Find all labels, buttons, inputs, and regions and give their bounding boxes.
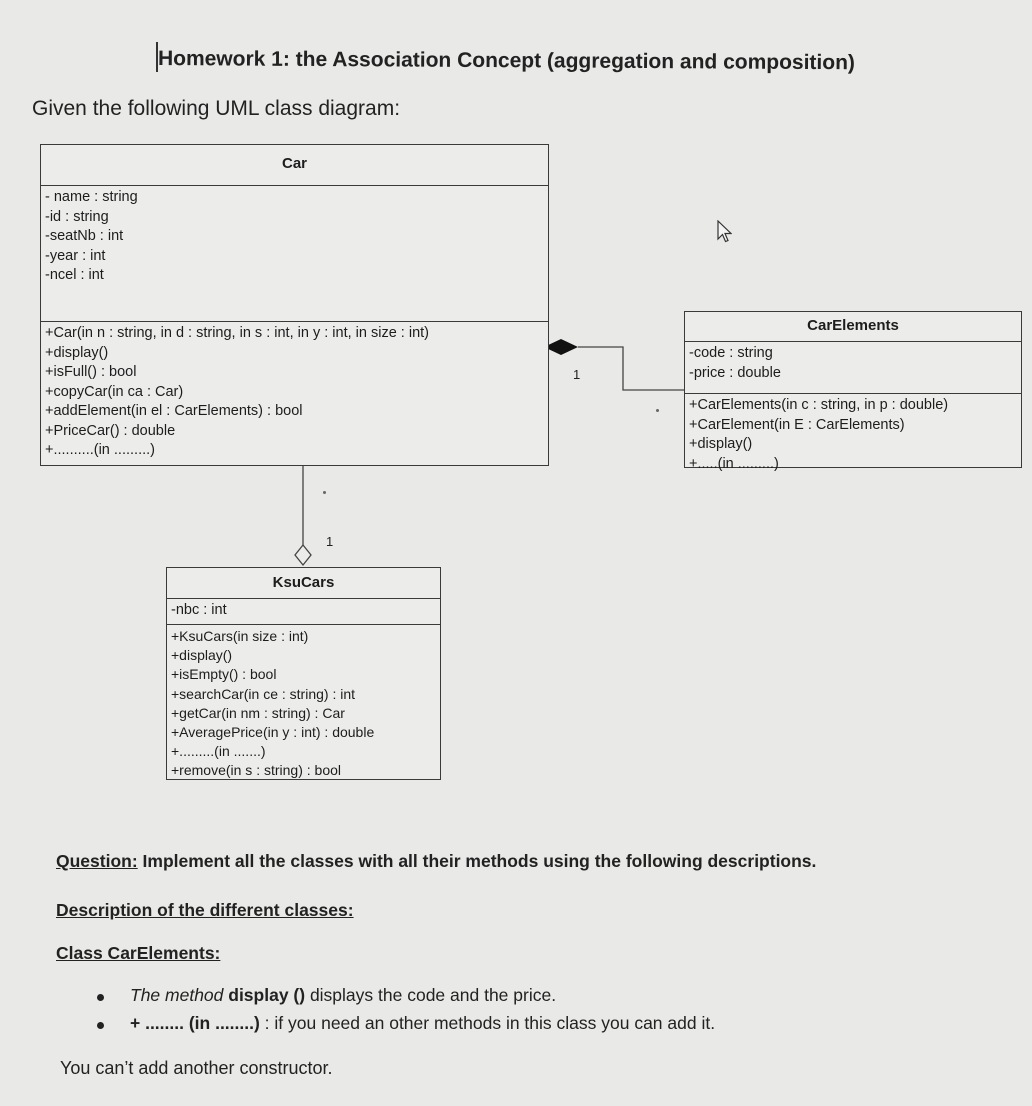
- uml-class-carelements: [684, 311, 1022, 472]
- uml-class-ksucars: [166, 567, 441, 780]
- bullet-dot: [97, 1022, 104, 1029]
- class-attributes: [685, 341, 1021, 393]
- method: +.....(in .........): [689, 455, 779, 472]
- question-label: Question:: [56, 851, 138, 871]
- class-attributes: [41, 185, 548, 321]
- method: +isFull() : bool: [45, 364, 137, 380]
- method: +Car(in n : string, in d : string, in s : int, in y : int, in size : int): [45, 325, 429, 341]
- method: +display(): [171, 647, 233, 664]
- composition-diamond: [544, 339, 578, 355]
- bullet-rest: : if you need an other methods in this class you can add it.: [259, 1013, 716, 1033]
- bullet-bold: display (): [228, 985, 306, 1005]
- question-line: [56, 851, 816, 872]
- attribute: -nbc : int: [171, 602, 227, 618]
- composition-line: [578, 347, 684, 390]
- method: +isEmpty() : bool: [171, 666, 277, 683]
- method: +display(): [689, 436, 753, 452]
- attribute: -seatNb : int: [45, 228, 124, 244]
- method: +searchCar(in ce : string) : int: [171, 685, 356, 702]
- aggregation-diamond: [295, 545, 311, 565]
- attribute: -year : int: [45, 247, 106, 264]
- attribute: -ncel : int: [45, 267, 104, 283]
- bullet-bold: + ........ (in ........): [130, 1013, 260, 1033]
- method: +PriceCar() : double: [45, 422, 176, 439]
- method: +getCar(in nm : string) : Car: [171, 704, 345, 721]
- method: +addElement(in el : CarElements) : bool: [45, 403, 303, 419]
- constructor-note: You can’t add another constructor.: [60, 1058, 333, 1078]
- method: +CarElements(in c : string, in p : double): [689, 397, 949, 413]
- method: +..........(in .........): [45, 442, 155, 458]
- method: +copyCar(in ca : Car): [45, 383, 184, 400]
- method: +CarElement(in E : CarElements): [689, 416, 905, 433]
- composition-multiplicity: 1: [573, 367, 581, 382]
- class-name: Car: [281, 155, 307, 172]
- class-attributes: [167, 598, 440, 624]
- class-name: KsuCars: [272, 574, 335, 591]
- question-text: Implement all the classes with all their methods using the following descriptions.: [137, 851, 817, 871]
- class-methods: [167, 624, 440, 783]
- aggregation-multiplicity: 1: [326, 534, 334, 549]
- method: +.........(in .......): [171, 743, 266, 760]
- method: +KsuCars(in size : int): [171, 628, 309, 644]
- scan-speck: [323, 491, 326, 494]
- class-methods: [685, 393, 1021, 476]
- attribute: -code : string: [689, 345, 773, 361]
- method: +AveragePrice(in y : int) : double: [171, 724, 375, 741]
- bullet-item: [130, 1013, 715, 1034]
- class-name: CarElements: [807, 317, 899, 334]
- mouse-pointer-icon: [716, 220, 732, 244]
- bullet-rest: displays the code and the price.: [305, 985, 557, 1005]
- page-title: Homework 1: the Association Concept (aggregation and composition): [157, 47, 856, 75]
- scan-speck: [656, 409, 659, 412]
- attribute: - name : string: [45, 189, 138, 205]
- attribute: -id : string: [45, 208, 109, 225]
- bullet-item: [130, 985, 556, 1006]
- description-heading: Description of the different classes:: [56, 900, 354, 920]
- method: +remove(in s : string) : bool: [171, 762, 342, 779]
- bullet-dot: [97, 994, 104, 1001]
- intro-text: Given the following UML class diagram:: [32, 97, 401, 120]
- uml-class-car: [40, 144, 549, 466]
- method: +display(): [45, 344, 109, 361]
- attribute: -price : double: [689, 364, 781, 381]
- class-methods: [41, 321, 548, 463]
- class-heading: Class CarElements:: [56, 943, 221, 963]
- bullet-italic: The method: [130, 985, 229, 1005]
